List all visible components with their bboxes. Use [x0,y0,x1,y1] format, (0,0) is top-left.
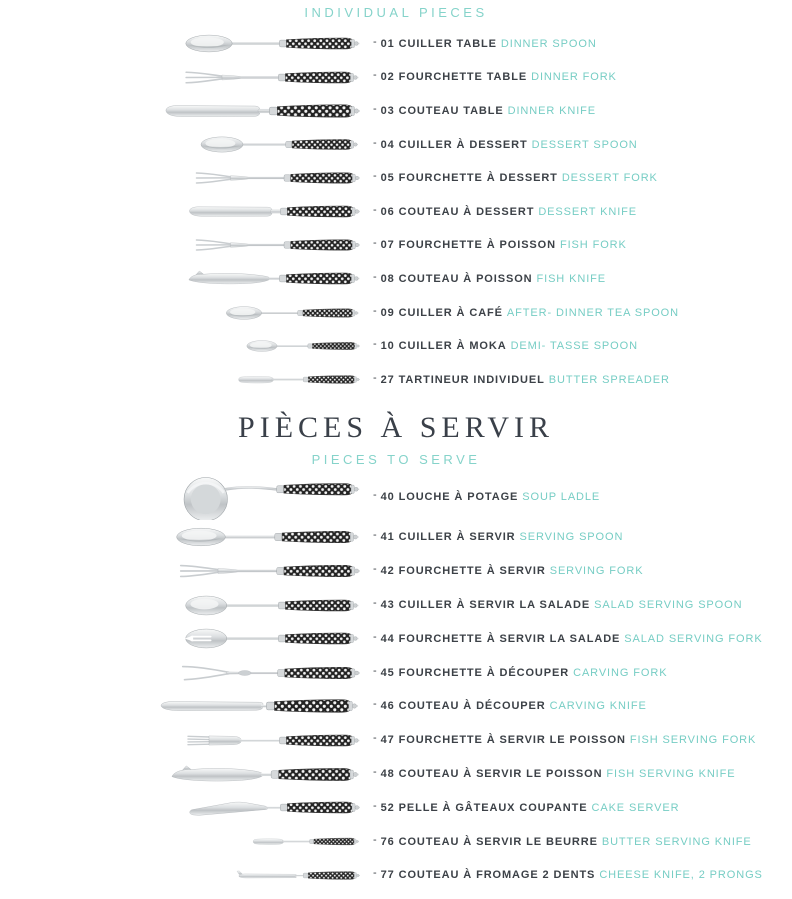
item-code: 10 [380,340,395,353]
list-dash: - [373,563,378,576]
list-dash: - [373,833,378,846]
salad-serving-spoon-image [182,595,360,616]
item-name-fr: FOURCHETTE À SERVIR [398,565,546,578]
item-name-fr: COUTEAU À DESSERT [398,205,535,218]
item-code: 07 [380,239,395,252]
item-row-46 [0,690,792,724]
item-row-06 [0,195,792,229]
item-name-en: AFTER- DINNER TEA SPOON [506,306,679,319]
item-row-77 [0,859,792,893]
item-name-en: DINNER FORK [531,71,617,84]
item-row-42 [0,554,792,588]
tea-spoon-image [224,305,360,321]
item-row-03 [0,94,792,128]
list-dash: - [373,766,378,778]
serving-fork-image [178,560,360,582]
item-name-fr: COUTEAU À DÉCOUPER [398,700,546,713]
list-dash: - [373,270,378,283]
item-row-45 [0,656,792,690]
item-code: 76 [380,835,395,848]
list-dash: - [373,664,378,677]
list-dash: - [373,867,378,880]
item-label [373,203,638,218]
item-code: 46 [380,700,395,713]
item-label [373,664,668,679]
item-code: 43 [380,599,395,612]
item-code: 01 [380,37,395,50]
dinner-fork-image [182,67,360,88]
fish-fork-image [194,235,360,255]
item-row-01 [0,27,792,61]
list-dash: - [373,338,378,351]
item-name-en: SALAD SERVING FORK [624,632,763,645]
item-code: 09 [380,306,395,319]
item-name-fr: PELLE À GÂTEAUX COUPANTE [398,801,588,814]
item-row-48 [0,757,792,791]
item-name-fr: CUILLER À MOKA [398,340,507,353]
item-name-fr: CUILLER À SERVIR LA SALADE [398,599,591,612]
item-row-09 [0,296,792,330]
list-dash: - [373,799,378,812]
dinner-spoon-image [184,33,360,54]
salad-serving-fork-image [182,628,360,649]
item-name-en: CARVING KNIFE [549,700,647,713]
list-dash: - [373,371,378,384]
list-dash: - [373,488,378,501]
item-label [373,565,643,577]
item-label [373,869,763,881]
item-name-en: DESSERT FORK [561,172,658,185]
item-code: 08 [380,272,395,285]
serve-section-header [0,397,792,473]
item-name-fr: CUILLER À CAFÉ [398,306,503,319]
item-label [373,371,670,386]
butter-serving-knife-image [250,835,360,848]
item-code: 44 [380,632,395,645]
item-name-fr: CUILLER À SERVIR [398,531,516,544]
item-name-fr: COUTEAU À SERVIR LE BEURRE [398,835,598,848]
item-row-10 [0,329,792,363]
item-row-02 [0,61,792,95]
item-name-en: SERVING FORK [549,565,644,578]
item-name-en: SOUP LADLE [522,490,601,503]
item-name-en: FISH KNIFE [536,272,607,285]
item-row-52 [0,791,792,825]
carving-knife-image [156,694,360,718]
item-name-en: BUTTER SPREADER [548,373,670,386]
dinner-knife-image [162,99,360,123]
item-row-27 [0,363,792,397]
item-name-en: DEMI- TASSE SPOON [510,340,638,353]
item-label [373,700,647,712]
item-label [373,340,638,352]
list-dash: - [373,69,378,82]
item-code: 45 [380,666,395,679]
item-label [373,35,597,50]
item-name-fr: TARTINEUR INDIVIDUEL [398,373,545,386]
list-dash: - [373,630,378,643]
item-label [373,599,742,611]
item-name-en: SERVING SPOON [519,531,624,544]
item-label [373,768,736,780]
list-dash: - [373,102,378,115]
item-name-fr: FOURCHETTE À DÉCOUPER [398,666,570,679]
item-name-en: DESSERT KNIFE [538,205,638,218]
item-name-fr: COUTEAU À FROMAGE 2 DENTS [398,869,596,882]
item-code: 41 [380,531,395,544]
cheese-knife-2-prongs-image [236,868,360,883]
individual-pieces-section [0,0,792,397]
item-name-en: CARVING FORK [573,666,668,679]
dessert-knife-image [186,201,360,222]
item-name-fr: CUILLER TABLE [398,37,497,50]
item-row-44 [0,622,792,656]
item-name-fr: COUTEAU À POISSON [398,272,533,285]
item-label [373,71,617,83]
item-name-en: DINNER SPOON [500,37,597,50]
list-dash: - [373,597,378,610]
list-dash: - [373,698,378,711]
item-name-en: FISH FORK [559,239,627,252]
item-code: 06 [380,205,395,218]
item-name-en: FISH SERVING FORK [629,734,757,747]
item-name-en: SALAD SERVING SPOON [594,599,743,612]
item-label [373,833,752,848]
item-code: 48 [380,768,395,780]
list-dash: - [373,136,378,149]
item-code: 03 [380,104,395,117]
item-row-41 [0,521,792,555]
item-row-08 [0,262,792,296]
item-row-76 [0,825,792,859]
item-name-en: BUTTER SERVING KNIFE [601,835,752,848]
butter-spreader-image [236,372,360,387]
section-title-individual-pieces: INDIVIDUAL PIECES [304,5,488,20]
item-name-en: DESSERT SPOON [531,138,638,151]
item-name-fr: LOUCHE À POTAGE [398,490,519,503]
item-name-en: FISH SERVING KNIFE [606,768,736,780]
list-dash: - [373,237,378,250]
item-name-fr: COUTEAU À SERVIR LE POISSON [398,768,603,780]
item-name-en: DINNER KNIFE [507,104,597,117]
item-name-fr: COUTEAU TABLE [398,104,504,117]
item-name-fr: FOURCHETTE À SERVIR LE POISSON [398,734,626,747]
moka-spoon-image [246,339,360,353]
list-dash: - [373,170,378,183]
item-label [373,136,638,151]
item-name-fr: FOURCHETTE TABLE [398,71,528,84]
soup-ladle-image [178,473,360,520]
fish-serving-knife-image [166,763,360,786]
item-name-en: CAKE SERVER [591,801,680,814]
cake-server-image [186,797,360,818]
item-name-fr: FOURCHETTE À SERVIR LA SALADE [398,632,621,645]
item-name-fr: FOURCHETTE À POISSON [398,239,556,252]
item-code: 02 [380,71,395,84]
list-dash: - [373,732,378,745]
item-row-43 [0,588,792,622]
item-label [373,799,680,814]
item-code: 42 [380,565,395,578]
item-row-05 [0,161,792,195]
item-code: 04 [380,138,395,151]
fish-knife-image [184,268,360,289]
item-code: 05 [380,172,395,185]
item-row-07 [0,229,792,263]
item-name-en: CHEESE KNIFE, 2 PRONGS [599,869,763,882]
item-code: 47 [380,734,395,747]
item-code: 77 [380,869,395,882]
item-label [373,304,679,319]
item-row-04 [0,128,792,162]
list-dash: - [373,35,378,48]
fish-serving-fork-image [184,730,360,751]
dessert-spoon-image [198,135,360,154]
list-dash: - [373,304,378,317]
item-code: 27 [380,373,395,386]
item-label [373,172,658,184]
serve-pieces-section [0,397,792,893]
item-label [373,734,756,746]
dessert-fork-image [194,168,360,188]
section-title-pieces-a-servir: PIÈCES À SERVIR [238,410,554,444]
item-label [373,488,601,503]
list-dash: - [373,529,378,542]
item-name-fr: FOURCHETTE À DESSERT [398,172,558,185]
section-subtitle-pieces-to-serve: PIECES TO SERVE [311,451,481,467]
item-row-40 [0,473,792,521]
item-name-fr: CUILLER À DESSERT [398,138,528,151]
list-dash: - [373,203,378,216]
carving-fork-image [180,662,360,684]
serving-spoon-image [174,526,360,548]
item-row-47 [0,723,792,757]
item-label [373,531,623,543]
item-label [373,630,763,645]
item-code: 52 [380,801,395,814]
item-code: 40 [380,490,395,503]
item-label [373,270,607,285]
item-label [373,102,597,117]
item-label [373,239,627,251]
